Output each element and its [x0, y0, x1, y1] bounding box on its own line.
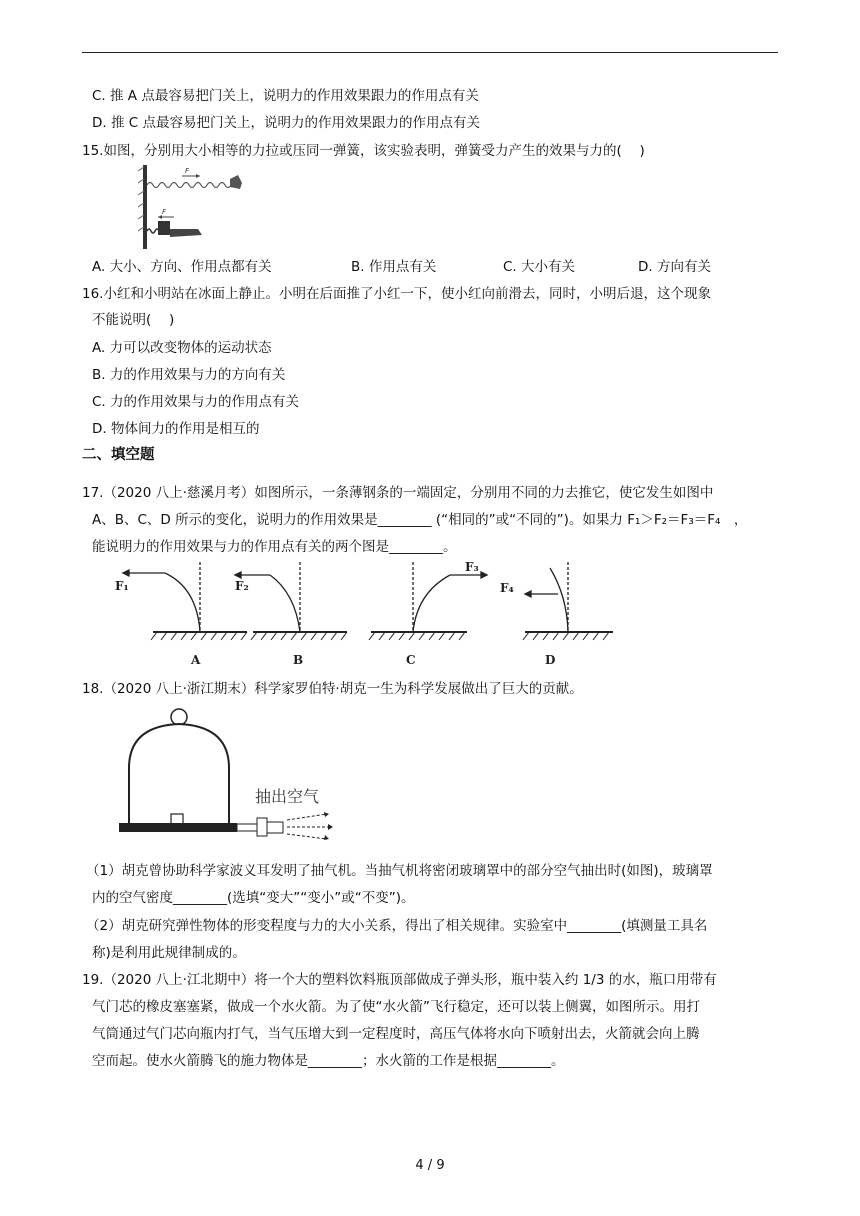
q18-part1-line1: （1）胡克曾协助科学家波义耳发明了抽气机。当抽气机将密闭玻璃罩中的部分空气抽出时(如图)，玻璃罩	[86, 863, 713, 879]
air-tube	[237, 824, 257, 831]
q15-option-a: A. 大小、方向、作用点都有关	[92, 259, 272, 275]
pulling-hand	[230, 175, 242, 189]
q19-stem-line2: 气门芯的橡皮塞塞紧，做成一个水火箭。为了使“水火箭”飞行稳定，还可以装上侧翼，如图所示。用打	[92, 999, 700, 1015]
force-label-f1: F₁	[115, 579, 129, 593]
pushing-block	[158, 221, 170, 235]
inner-object	[171, 814, 183, 824]
page-number: 4 / 9	[415, 1158, 445, 1173]
panel-a	[123, 562, 247, 640]
panel-label-d: D	[545, 653, 556, 667]
q16-option-a: A. 力可以改变物体的运动状态	[92, 340, 272, 356]
air-flow-arrows	[287, 814, 329, 839]
force-label-f2: F₂	[235, 579, 249, 593]
q15-option-d: D. 方向有关	[638, 259, 711, 275]
section-title-fill-in: 二、填空题	[82, 447, 155, 463]
jar-base-plate	[119, 823, 237, 832]
q15-option-c: C. 大小有关	[503, 259, 576, 275]
force-label-f3: F₃	[465, 560, 479, 574]
header-rule	[82, 52, 778, 53]
force-label-bottom: F	[162, 208, 167, 216]
q19-stem-line4: 空而起。使水火箭腾飞的施力物体是________；水火箭的工作是根据________。	[92, 1053, 565, 1069]
q18-stem: 18.（2020 八上·浙江期末）科学家罗伯特·胡克一生为科学发展做出了巨大的贡献。	[82, 681, 583, 697]
panel-d	[523, 562, 613, 640]
q17-steel-strip-figure	[105, 558, 615, 670]
air-extraction-label: 抽出空气	[255, 787, 320, 806]
q17-stem-line2: A、B、C、D 所示的变化，说明力的作用效果是________ (“相同的”或“不同的”)。如果力 F₁＞F₂＝F₃＝F₄ ，	[92, 512, 748, 528]
q18-part2-line1: （2）胡克研究弹性物体的形变程度与力的大小关系，得出了相关规律。实验室中________(填测量工具名	[86, 918, 708, 934]
q16-option-b: B. 力的作用效果与力的方向有关	[92, 367, 286, 383]
force-label-f4: F₄	[500, 581, 514, 595]
q16-option-d: D. 物体间力的作用是相互的	[92, 421, 260, 437]
pushing-hand	[170, 229, 202, 237]
panel-label-b: B	[293, 653, 304, 667]
q19-stem-line3: 气筒通过气门芯向瓶内打气，当气压增大到一定程度时，高压气体将水向下喷射出去，火箭就会向上腾	[92, 1026, 700, 1042]
glass-bell-jar	[129, 724, 229, 823]
q18-bell-jar-figure	[115, 708, 350, 843]
q14-option-c: C. 推 A 点最容易把门关上，说明力的作用效果跟力的作用点有关	[92, 88, 479, 104]
q19-stem-line1: 19.（2020 八上·江北期中）将一个大的塑料饮料瓶顶部做成子弹头形，瓶中装入约 1/3 的水，瓶口用带有	[82, 972, 717, 988]
stretched-spring	[147, 183, 231, 188]
q16-stem-line1: 16.小红和小明站在冰面上静止。小明在后面推了小红一下，使小红向前滑去，同时，小明后退，这个现象	[82, 286, 711, 302]
q16-stem-line2: 不能说明( )	[92, 312, 175, 328]
q15-option-b: B. 作用点有关	[351, 259, 437, 275]
panel-b	[235, 562, 347, 640]
q18-part1-line2: 内的空气密度________(选填“变大”“变小”或“不变”)。	[92, 890, 415, 906]
q15-stem: 15.如图，分别用大小相等的力拉或压同一弹簧，该实验表明，弹簧受力产生的效果与力的( )	[82, 143, 645, 159]
q18-part2-line2: 称)是利用此规律制成的。	[92, 945, 246, 961]
q17-stem-line3: 能说明力的作用效果与力的作用点有关的两个图是________。	[92, 539, 457, 555]
nozzle	[267, 822, 283, 833]
q14-option-d: D. 推 C 点最容易把门关上，说明力的作用效果跟力的作用点有关	[92, 115, 480, 131]
force-label-top: F	[185, 167, 190, 175]
q17-stem-line1: 17.（2020 八上·慈溪月考）如图所示，一条薄钢条的一端固定，分别用不同的力去推它，使它发生如图中	[82, 485, 714, 501]
q16-option-c: C. 力的作用效果与力的作用点有关	[92, 394, 300, 410]
panel-label-c: C	[406, 653, 416, 667]
valve	[257, 818, 267, 836]
panel-label-a: A	[191, 653, 201, 667]
q15-spring-figure	[138, 163, 248, 251]
jar-knob	[171, 709, 187, 725]
